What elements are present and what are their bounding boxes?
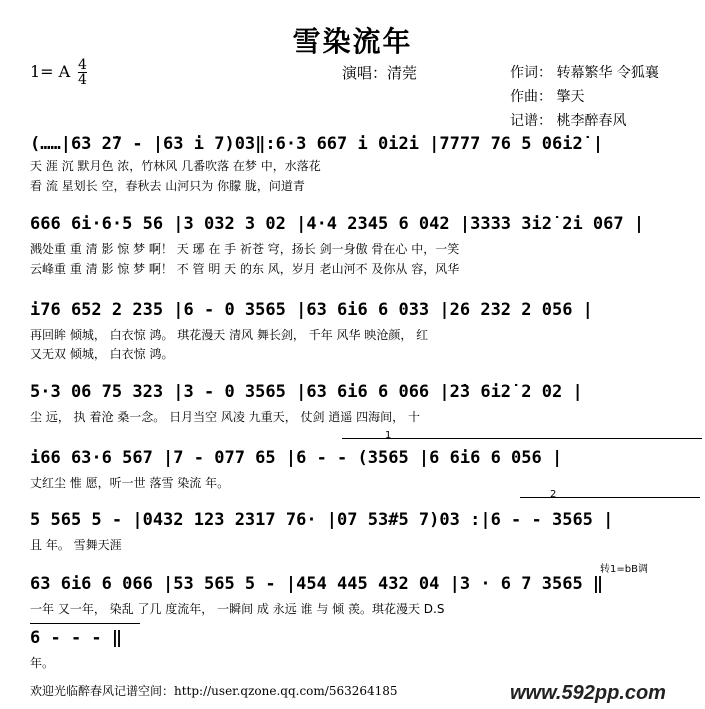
volta-2-label: 2	[550, 489, 557, 500]
lyric-line: 一年 又一年， 染乱 了几 度流年， 一瞬间 成 永远 谁 与 倾 羡。琪花漫天 D.S	[30, 602, 445, 616]
volta-1-label: 1	[385, 430, 392, 441]
volta-1-bracket	[342, 438, 702, 439]
footer-link-text: 欢迎光临醉春风记谱空间：http://user.qzone.qq.com/563264185	[30, 684, 398, 698]
lyricist: 作词： 转幕繁华 令狐襄	[510, 65, 659, 81]
coda-bracket	[30, 623, 140, 624]
lyric-line: 又无双 倾城， 白衣惊 鸿。	[30, 347, 174, 361]
lyric-line: 再回眸 倾城， 白衣惊 鸿。 琪花漫天 清风 舞长剑， 千年 风华 映沧颜， 红	[30, 328, 429, 342]
lyric-line: 年。	[30, 656, 55, 670]
notation-line: i66 63·6 567 |7 - 077 65 |6 - - (3565 |6 6i6 6 056 |	[30, 448, 563, 468]
singer: 演唱：清莞	[342, 64, 418, 82]
time-signature-top: 4	[78, 57, 87, 73]
lyric-line: 看 流 星划长 空，春秋去 山河只为 你朦 胧，问道青	[30, 179, 305, 193]
notation-line: 5·3 06 75 323 |3 - 0 3565 |63 6i6 6 066 |2̇3 6i2̇ 2 02 |	[30, 382, 583, 402]
lyric-line: 云峰重 重 清 影 惊 梦 啊！ 不 管 明 天 的东 风，岁月 老山河不 及你从 容，风华	[30, 262, 460, 276]
key-signature: 1= A	[30, 62, 71, 81]
time-signature-bottom: 4	[78, 72, 87, 88]
time-signature	[78, 58, 87, 87]
notation-line: (……|63 2̇7 - |63 i 7)03‖:6·3 667 i 0i2̇i |7777 76 5 06i2̇ |	[30, 134, 604, 154]
key-change-annotation: 转1=bB调	[600, 564, 648, 575]
lyric-line: 尘 远， 执 着沧 桑一念。 日月当空 风凌 九重天， 仗剑 逍遥 四海间， 十	[30, 410, 420, 424]
volta-2-bracket	[520, 497, 700, 498]
lyric-line: 溅处重 重 清 影 惊 梦 啊！ 天 琊 在 手 祈苍 穹，扬长 剑一身傲 骨在心 中，一笑	[30, 242, 460, 256]
website-logo: www.592pp.com	[510, 682, 666, 704]
song-title: 雪染流年	[292, 25, 413, 58]
notation-line: 63 6i6 6 066 |53 565 5 - |454 445 432 04 |3 · 6 7 3565 ‖	[30, 574, 604, 594]
lyric-line: 天 涯 沉 默月色 浓，竹林风 几番吹落 在梦 中，水落花	[30, 159, 321, 173]
notation-line: 5 565 5 - |0432 123 2317 76· |07 53#5 7)03 :|6 - - 3565 |	[30, 510, 614, 530]
lyric-line: 丈红尘 惟 愿，听一世 落雪 染流 年。	[30, 476, 230, 490]
notation-line: 6 - - - ‖	[30, 628, 123, 648]
notation-line: i76 652 2 235 |6 - 0 3565 |63 6i6 6 033 |26 232 2 056 |	[30, 300, 593, 320]
notation-line: 666 6i·6·5 56 |3 032 3 02 |4·4 2345 6 042 |3333 3i2̇ 2̇i 067 |	[30, 214, 645, 234]
lyric-line: 且 年。 雪舞天涯	[30, 538, 122, 552]
transcriber: 记谱： 桃李醉春风	[510, 113, 627, 129]
composer: 作曲： 擎天	[510, 89, 585, 105]
